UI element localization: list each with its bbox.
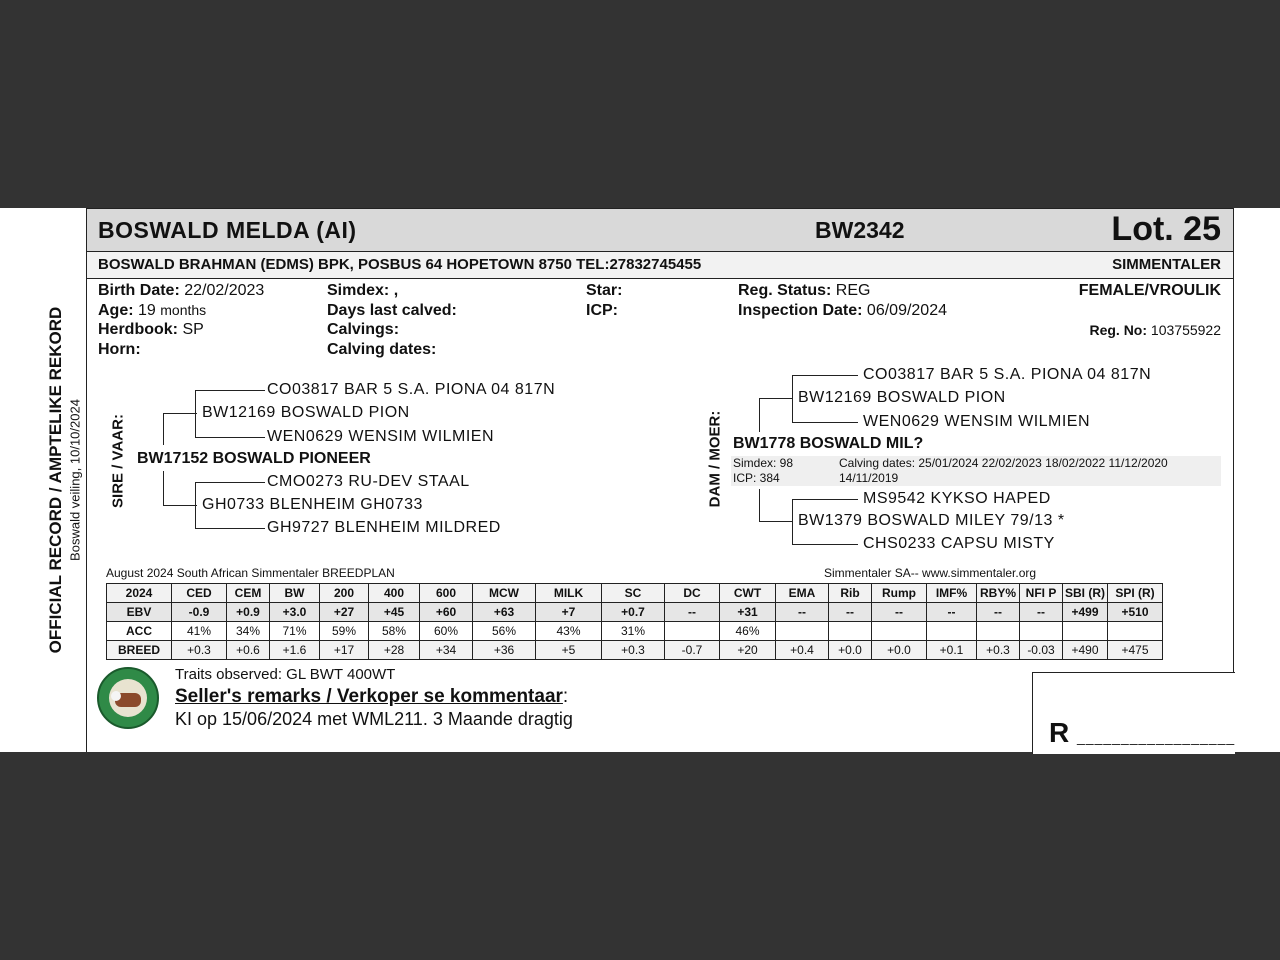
column-header: IMF% <box>927 584 977 603</box>
breed-cell: +5 <box>536 641 602 660</box>
ped-line <box>792 499 858 500</box>
column-header: RBY% <box>977 584 1020 603</box>
column-header: EMA <box>776 584 829 603</box>
dam-sire-dam: WEN0629 WENSIM WILMIEN <box>863 413 1091 430</box>
acc-cell <box>872 622 927 641</box>
acc-cell <box>977 622 1020 641</box>
official-record-label: OFFICIAL RECORD / AMPTELIKE REKORD <box>46 306 65 654</box>
ped-line <box>195 437 265 438</box>
column-header: DC <box>665 584 720 603</box>
calving-dates: Calving dates: <box>327 341 437 358</box>
breed-cell: +475 <box>1108 641 1163 660</box>
top-dark-band <box>0 0 1280 208</box>
acc-cell: 43% <box>536 622 602 641</box>
breed-cell: +20 <box>720 641 776 660</box>
acc-cell <box>829 622 872 641</box>
ebv-cell: -- <box>1020 603 1063 622</box>
ebv-cell: -- <box>927 603 977 622</box>
acc-cell <box>1063 622 1108 641</box>
breed-cell: +1.6 <box>270 641 320 660</box>
ebv-cell: +63 <box>473 603 536 622</box>
ebv-cell: -- <box>665 603 720 622</box>
column-header: CWT <box>720 584 776 603</box>
ebv-cell: -0.9 <box>172 603 227 622</box>
ebv-cell: -- <box>829 603 872 622</box>
ped-line <box>195 482 265 483</box>
price-line: __________________ <box>1077 729 1236 745</box>
acc-cell: 56% <box>473 622 536 641</box>
title-bar <box>87 209 1233 252</box>
acc-cell: 41% <box>172 622 227 641</box>
sire-sire-sire: CO03817 BAR 5 S.A. PIONA 04 817N <box>267 381 556 398</box>
ebv-cell: +45 <box>369 603 420 622</box>
ebv-cell: +510 <box>1108 603 1163 622</box>
acc-cell: 59% <box>320 622 369 641</box>
breed-cell: +0.3 <box>172 641 227 660</box>
dam-dam: BW1379 BOSWALD MILEY 79/13 * <box>798 512 1065 529</box>
dam-dam-sire: MS9542 KYKSO HAPED <box>863 490 1051 507</box>
breed-cell: -0.7 <box>665 641 720 660</box>
column-header: Rump <box>872 584 927 603</box>
sale-label: Boswald veiling, 10/10/2024 <box>67 399 83 561</box>
column-header: MCW <box>473 584 536 603</box>
acc-cell <box>1108 622 1163 641</box>
price-currency: R <box>1049 717 1070 748</box>
sire-label: SIRE / VAAR: <box>109 414 127 508</box>
breed-cell: +36 <box>473 641 536 660</box>
ebv-cell: +27 <box>320 603 369 622</box>
dam-icp: ICP: 384 <box>733 471 780 485</box>
ped-line <box>195 528 265 529</box>
acc-cell <box>927 622 977 641</box>
remarks-text: KI op 15/06/2024 met WML211. 3 Maande dragtig <box>175 709 573 729</box>
column-header: SPI (R) <box>1108 584 1163 603</box>
ebv-cell: +499 <box>1063 603 1108 622</box>
dam-dam-dam: CHS0233 CAPSU MISTY <box>863 535 1055 552</box>
calvings: Calvings: <box>327 321 400 338</box>
ebv-cell: -- <box>872 603 927 622</box>
sire-dam-dam: GH9727 BLENHEIM MILDRED <box>267 519 501 536</box>
sire-sire: BW12169 BOSWALD PION <box>202 404 410 421</box>
dam-simdex: Simdex: 98 <box>733 456 794 470</box>
ebv-cell: +31 <box>720 603 776 622</box>
ped-line <box>163 505 197 506</box>
ped-line <box>163 413 164 445</box>
days-last-calved: Days last calved: <box>327 302 457 319</box>
acc-row <box>107 622 1163 641</box>
animal-id: BW2342 <box>815 217 905 243</box>
ebv-cell: -- <box>776 603 829 622</box>
column-header: NFI P <box>1020 584 1063 603</box>
reg-no: Reg. No: 103755922 <box>1089 322 1221 338</box>
acc-cell: 31% <box>602 622 665 641</box>
ebv-header-row <box>107 584 1163 603</box>
row-label: EBV <box>107 603 172 622</box>
inspection-date: Inspection Date: 06/09/2024 <box>738 302 947 319</box>
acc-cell <box>776 622 829 641</box>
column-header: CEM <box>227 584 270 603</box>
ped-line <box>759 398 793 399</box>
dam-sire-sire: CO03817 BAR 5 S.A. PIONA 04 817N <box>863 366 1152 383</box>
ped-line <box>163 413 197 414</box>
acc-cell: 60% <box>420 622 473 641</box>
acc-cell <box>665 622 720 641</box>
ped-line <box>792 422 858 423</box>
lot-card <box>86 208 1234 752</box>
sire-dam: GH0733 BLENHEIM GH0733 <box>202 496 423 513</box>
breed-cell: +0.0 <box>829 641 872 660</box>
lot-number: Lot. 25 <box>1111 210 1221 248</box>
breeder-bar <box>87 252 1233 279</box>
ped-line <box>759 521 793 522</box>
star: Star: <box>586 282 623 299</box>
column-header: BW <box>270 584 320 603</box>
ebv-cell: -- <box>977 603 1020 622</box>
ped-line <box>163 471 164 505</box>
bottom-dark-band <box>0 752 1280 960</box>
remarks-heading: Seller's remarks / Verkoper se kommentaar: <box>175 686 569 707</box>
column-header: Rib <box>829 584 872 603</box>
acc-cell: 58% <box>369 622 420 641</box>
column-header: 2024 <box>107 584 172 603</box>
breed-cell: +0.6 <box>227 641 270 660</box>
breedplan-source: August 2024 South African Simmentaler BREEDPLAN <box>106 566 395 580</box>
cow-head-icon <box>111 691 121 701</box>
dam-calving-dates: Calving dates: 25/01/2024 22/02/2023 18/02/2022 11/12/2020 <box>839 456 1168 470</box>
breed-row <box>107 641 1163 660</box>
ped-line <box>792 499 793 544</box>
ped-line <box>195 482 196 528</box>
column-header: CED <box>172 584 227 603</box>
ped-line <box>759 489 760 521</box>
reg-status: Reg. Status: REG <box>738 282 871 299</box>
ped-line <box>195 390 265 391</box>
column-header: SBI (R) <box>1063 584 1108 603</box>
ebv-cell: +7 <box>536 603 602 622</box>
ebv-cell: +0.7 <box>602 603 665 622</box>
sire-dam-sire: CMO0273 RU-DEV STAAL <box>267 473 470 490</box>
dam-sire: BW12169 BOSWALD PION <box>798 389 1006 406</box>
ped-line <box>759 398 760 432</box>
sire-sire-dam: WEN0629 WENSIM WILMIEN <box>267 428 495 445</box>
acc-cell <box>1020 622 1063 641</box>
acc-cell: 46% <box>720 622 776 641</box>
age: Age: 19 months <box>98 302 207 319</box>
breed-cell: +0.4 <box>776 641 829 660</box>
breed-cell: +28 <box>369 641 420 660</box>
breed-name: SIMMENTALER <box>1112 256 1221 273</box>
column-header: SC <box>602 584 665 603</box>
row-label: ACC <box>107 622 172 641</box>
breed-cell: +0.3 <box>977 641 1020 660</box>
price-box[interactable] <box>1032 672 1235 754</box>
ebv-cell: +3.0 <box>270 603 320 622</box>
acc-cell: 71% <box>270 622 320 641</box>
dam-label: DAM / MOER: <box>706 410 724 508</box>
ped-line <box>792 544 858 545</box>
breed-cell: -0.03 <box>1020 641 1063 660</box>
ebv-table <box>106 583 1163 660</box>
breed-cell: +34 <box>420 641 473 660</box>
icp: ICP: <box>586 302 618 319</box>
dam-calving-dates-2: 14/11/2019 <box>839 471 899 485</box>
breed-cell: +0.1 <box>927 641 977 660</box>
breed-cell: +0.0 <box>872 641 927 660</box>
breeder-info: BOSWALD BRAHMAN (EDMS) BPK, POSBUS 64 HOPETOWN 8750 TEL:27832745455 <box>98 256 702 273</box>
column-header: 400 <box>369 584 420 603</box>
breed-cell: +0.3 <box>602 641 665 660</box>
ped-line <box>792 375 858 376</box>
traits-observed: Traits observed: GL BWT 400WT <box>175 666 396 683</box>
animal-name: BOSWALD MELDA (AI) <box>98 217 357 243</box>
column-header: 600 <box>420 584 473 603</box>
birth-date: Birth Date: 22/02/2023 <box>98 282 265 299</box>
simdex: Simdex: , <box>327 282 399 299</box>
ebv-cell: +0.9 <box>227 603 270 622</box>
simmentaler-logo-icon <box>97 667 159 729</box>
herdbook: Herdbook: SP <box>98 321 204 338</box>
breed-cell: +490 <box>1063 641 1108 660</box>
ebv-cell: +60 <box>420 603 473 622</box>
sex: FEMALE/VROULIK <box>1078 282 1221 299</box>
column-header: MILK <box>536 584 602 603</box>
ebv-row <box>107 603 1163 622</box>
horn: Horn: <box>98 341 141 358</box>
simmentaler-website: Simmentaler SA-- www.simmentaler.org <box>824 566 1037 580</box>
column-header: 200 <box>320 584 369 603</box>
sire-name: BW17152 BOSWALD PIONEER <box>137 450 371 467</box>
acc-cell: 34% <box>227 622 270 641</box>
logo-inner <box>109 679 147 717</box>
breed-cell: +17 <box>320 641 369 660</box>
row-label: BREED <box>107 641 172 660</box>
dam-name: BW1778 BOSWALD MIL? <box>733 435 924 452</box>
